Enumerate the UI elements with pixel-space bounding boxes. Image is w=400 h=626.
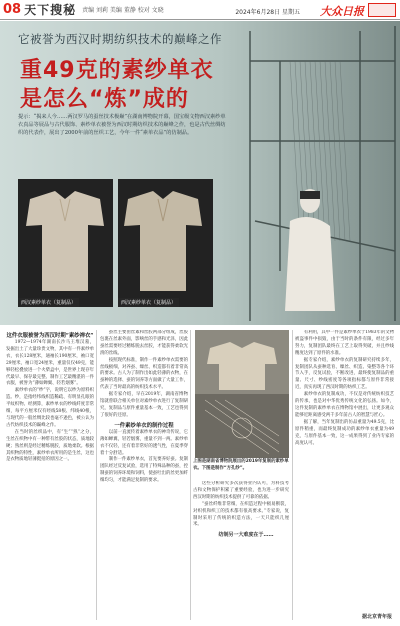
headline-line-2: 是怎么“炼”成的	[20, 87, 189, 112]
paragraph: 据了解，当年复制出的仿品重量为49.5克，比原件稍重，而最终复制成功的素纱单衣重量为49克，与原件基本一致，这一成果得到了业内专家的高度认可。	[295, 419, 394, 446]
hero-image	[0, 21, 400, 325]
article-column-3	[193, 481, 289, 620]
section-heading: 一件素纱单衣的制作过程	[114, 422, 174, 429]
column-divider	[292, 330, 293, 620]
section-title: 天下搜秘	[24, 3, 77, 17]
article-column-1	[6, 330, 94, 620]
headline-line-1: 重49克的素纱单衣	[20, 58, 214, 83]
article-intro: 提示：“揭来人今……两汉罗马的蚕丝技术极巅”在湖南博物院开幕，国宝级文物西汉素纱单衣真品等展品与古代服饰、素纱单衣被誉为西汉时期纺织技术的巅峰之作，也是古代丝绸纺织的代表作，展出了2000年前的丝织工艺，今年一件“素单衣品”的仿制品。	[18, 114, 226, 136]
paragraph: 1972—1974年湖南长沙马王堆汉墓，发掘出土了大量珍贵文物，其中有一件素纱单衣，衣长128厘米，通袖长190厘米，袖口宽29厘米，袖口宽24厘米，重量仅仅49克，能够轻松叠放进一个火柴盒中，是世界上现存年代最早、保存最完整、制作工艺最精湛的一件衣服，被誉为“薄如蝉翼、轻若烟雾”。	[6, 340, 94, 387]
paragraph: 在当时的丝织品中，有“生”“熟”之分，生丝在织物中有一种带有丝胶的状态，质地较硬；熟丝则是经过精练脱胶，质地柔软。根据其织物的特性，素纱单衣所用的是生丝，这也是衣物质地轻薄挺括的原因之一。	[6, 429, 94, 463]
column-divider	[190, 330, 191, 620]
headline-kicker: 它被誉为西汉时期纺织技术的巅峰之作	[18, 32, 222, 46]
paragraph: 据专家介绍，素纱单衣的复制研究持续多年，复制团队从蚕种选育、缫丝、织造、染整等各个环节入手，反复试验，不断改进，最终使复制品的重量、尺寸、纱线密度等各项指标都与原件非常接近，真实再现了西汉时期的纺织工艺。	[295, 357, 394, 391]
article-column-4	[295, 330, 394, 620]
inset-caption: 上图是湖南省博物院展出的2019年复制的素纱单衣。下图是制作“方孔纱”。	[193, 459, 289, 471]
article-column-2	[100, 330, 188, 620]
paragraph: 素纱单衣的“纱”字，说明它以纱为原料织造。纱，是指经纬线织造稀疏、有明显孔眼的平纹织物。经测算，素纱单衣的纱线纤度非常细，每平方厘米仅有经线58根、纬线40根，与现代的一般丝绸比较也毫不逊色，被公认为古代纺织技术的巅峰之作。	[6, 388, 94, 428]
paragraph: 制作一件素纱单衣，首先要养好蚕。复制团队经过反复试验，选用了特殊品种的蚕，控制蚕的饲养环境和饲料，使蚕吐出的丝更加纤细均匀，才能满足复制的要求。	[100, 457, 188, 484]
paragraph: 蚕丝主要由丝素和丝胶两部分组成，丝胶包裹在丝素外面，影响丝的手感和光泽，因此蚕丝需要经过精练脱去丝胶，才能获得柔软光滑的丝线。	[100, 330, 188, 356]
inset-photo	[195, 330, 289, 458]
page-number: 08	[3, 2, 22, 17]
paragraph: “蚕丝纤维非常细，在织造过程中极易断裂，对织机和织工的技术都有很高要求。”专家说，复制时采用了传统的织造方法，一天只能织几厘米。	[193, 501, 289, 528]
masthead	[0, 0, 400, 20]
newspaper-logo: 大众日报	[320, 5, 364, 18]
photo-caption-left: 西汉素纱单衣（复制品）	[18, 298, 79, 307]
photo-caption-right: 西汉素纱单衣（复制品）	[118, 298, 179, 307]
inset-photo-graphic	[195, 330, 289, 458]
paragraph: 按照现代标准，制作一件素纱单衣需要的丝线极细，对养蚕、缫丝、织造都有着非常高的要求。古人为了制作出如此轻薄的衣物，在蚕种的选择、蚕的饲养等方面做了大量工作，代表了当时最高的纺织技术水平。	[100, 357, 188, 391]
section-heading: 纺制另一大难度在于……	[218, 532, 274, 539]
paragraph: 素纱单衣的复制成功，不仅是对传统纺织技艺的传承，也是对中华优秀传统文化的弘扬。如今，这件复制的素纱单衣在博物馆中展出，让更多观众能够近距离感受两千多年前古人的智慧与匠心。	[295, 392, 394, 418]
paragraph: 有利用，其中一件是素纱单衣于1983年的文物被盗事件中损毁，由于当时的条件有限，经过多年努力，复制团队最终在工艺上取得突破，并且纱线精度达到了原件的水准。	[295, 330, 394, 356]
paragraph: 据专家介绍，早在2019年，湖南省博物馆就曾联合相关单位对素纱单衣进行了复制研究，复制品与原件重量基本一致，工艺也得到了很好的还原。	[100, 392, 188, 418]
column-divider	[96, 330, 97, 620]
editor-credits: 责编 刘莉 美编 董静 校对 文晓	[82, 7, 164, 14]
paragraph: 以前一直流传着素纱单衣的神奇传说，它薄如蝉翼，轻若烟雾，重量不到一两。素纱单衣不仅轻，还有着非常好的透气性，在夏季穿着十分舒适。	[100, 429, 188, 456]
issue-date: 2024年6月28日 星期五	[235, 9, 300, 16]
source-byline: 据北京青年报	[361, 614, 392, 620]
masthead-badge	[368, 3, 396, 17]
paragraph: 这些分析研究多次获得业内认可，为科技考古和文物保护积累了重要经验，也为进一步研究西汉时期的纺织技术提供了可靠的依据。	[193, 481, 289, 500]
section-heading: 这件衣服被誉为西汉时期“素纱禅衣”	[6, 333, 94, 339]
